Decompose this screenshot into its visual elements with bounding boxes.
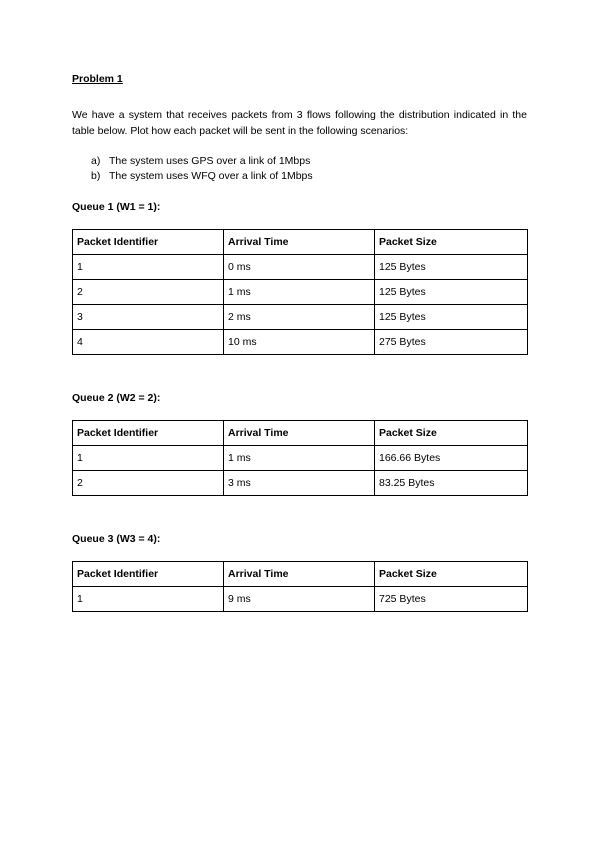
- table-row: [73, 280, 528, 305]
- queue-2-section: [72, 391, 527, 496]
- queue-2-table: [72, 420, 528, 496]
- scenario-marker: a): [91, 155, 101, 167]
- queue-3-section: [72, 532, 527, 612]
- cell-arrival-time: 1 ms: [224, 280, 375, 305]
- cell-packet-identifier: 2: [73, 471, 224, 496]
- header-packet-identifier: Packet Identifier: [73, 230, 224, 255]
- cell-packet-size: 83.25 Bytes: [375, 471, 528, 496]
- cell-arrival-time: 3 ms: [224, 471, 375, 496]
- scenario-item: [72, 169, 527, 184]
- cell-packet-identifier: 4: [73, 330, 224, 355]
- cell-arrival-time: 10 ms: [224, 330, 375, 355]
- scenario-text: The system uses GPS over a link of 1Mbps: [109, 155, 311, 167]
- cell-packet-identifier: 3: [73, 305, 224, 330]
- header-packet-size: Packet Size: [375, 421, 528, 446]
- table-row: [73, 255, 528, 280]
- cell-packet-size: 275 Bytes: [375, 330, 528, 355]
- table-row: [73, 330, 528, 355]
- document-page: [72, 72, 527, 612]
- cell-packet-size: 125 Bytes: [375, 255, 528, 280]
- cell-arrival-time: 0 ms: [224, 255, 375, 280]
- queue-1-title: Queue 1 (W1 = 1):: [72, 201, 161, 213]
- cell-packet-size: 125 Bytes: [375, 305, 528, 330]
- scenario-text: The system uses WFQ over a link of 1Mbps: [109, 170, 313, 182]
- cell-arrival-time: 1 ms: [224, 446, 375, 471]
- header-packet-size: Packet Size: [375, 230, 528, 255]
- cell-arrival-time: 9 ms: [224, 587, 375, 612]
- queue-1-section: [72, 200, 527, 355]
- intro-paragraph: We have a system that receives packets from 3 flows following the distribution indicated in the table below. Plot how each packet will be sent in the following scenarios:: [72, 109, 527, 137]
- cell-packet-size: 125 Bytes: [375, 280, 528, 305]
- header-packet-size: Packet Size: [375, 562, 528, 587]
- scenario-marker: b): [91, 170, 101, 182]
- header-arrival-time: Arrival Time: [224, 562, 375, 587]
- table-row: [73, 446, 528, 471]
- cell-packet-identifier: 1: [73, 446, 224, 471]
- table-row: [73, 471, 528, 496]
- table-row: [73, 305, 528, 330]
- table-header-row: [73, 230, 528, 255]
- queue-1-table: [72, 229, 528, 355]
- cell-packet-identifier: 1: [73, 255, 224, 280]
- cell-packet-size: 166.66 Bytes: [375, 446, 528, 471]
- header-packet-identifier: Packet Identifier: [73, 562, 224, 587]
- table-row: [73, 587, 528, 612]
- scenario-item: [72, 154, 527, 169]
- header-arrival-time: Arrival Time: [224, 230, 375, 255]
- header-packet-identifier: Packet Identifier: [73, 421, 224, 446]
- queue-3-title: Queue 3 (W3 = 4):: [72, 533, 161, 545]
- table-header-row: [73, 421, 528, 446]
- cell-arrival-time: 2 ms: [224, 305, 375, 330]
- queue-3-table: [72, 561, 528, 612]
- cell-packet-identifier: 2: [73, 280, 224, 305]
- table-header-row: [73, 562, 528, 587]
- cell-packet-size: 725 Bytes: [375, 587, 528, 612]
- problem-title: Problem 1: [72, 73, 123, 85]
- scenario-list: [72, 154, 527, 184]
- header-arrival-time: Arrival Time: [224, 421, 375, 446]
- cell-packet-identifier: 1: [73, 587, 224, 612]
- queue-2-title: Queue 2 (W2 = 2):: [72, 392, 161, 404]
